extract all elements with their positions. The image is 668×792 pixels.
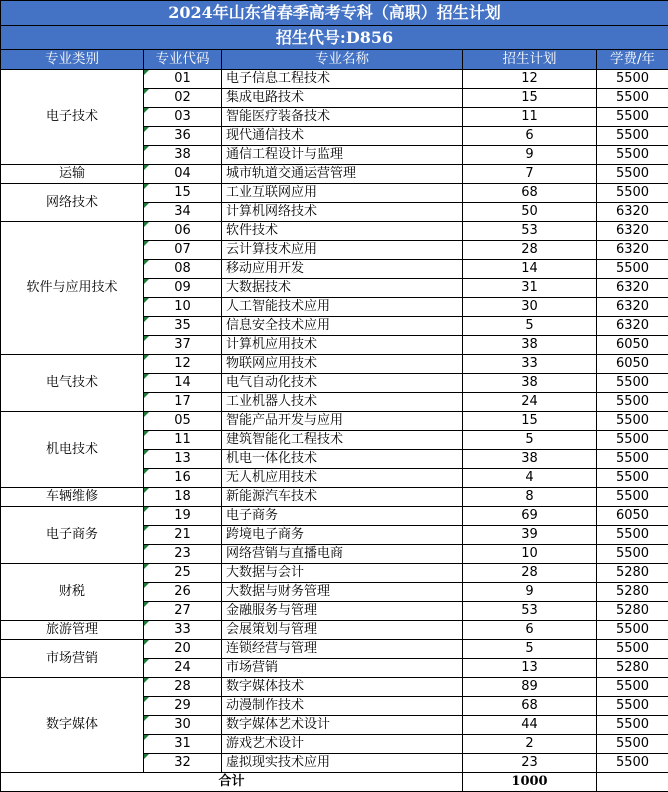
major-code-cell: 01: [144, 70, 222, 89]
major-name-cell: 现代通信技术: [222, 127, 463, 146]
table-row: [1, 412, 668, 431]
plan-count-cell: 7: [463, 165, 597, 184]
major-name-cell: 大数据技术: [222, 279, 463, 298]
tuition-fee-cell: 6320: [597, 298, 668, 317]
tuition-fee-cell: 5500: [597, 640, 668, 659]
major-code-cell: 06: [144, 222, 222, 241]
tuition-fee-cell: 5500: [597, 754, 668, 773]
major-name-cell: 跨境电子商务: [222, 526, 463, 545]
tuition-fee-cell: 5500: [597, 697, 668, 716]
major-name-cell: 物联网应用技术: [222, 355, 463, 374]
tuition-fee-cell: 5500: [597, 70, 668, 89]
major-name-cell: 通信工程设计与监理: [222, 146, 463, 165]
tuition-fee-cell: 5500: [597, 146, 668, 165]
category-cell: 车辆维修: [1, 488, 144, 507]
major-name-cell: 计算机网络技术: [222, 203, 463, 222]
plan-count-cell: 68: [463, 184, 597, 203]
major-code-cell: 27: [144, 602, 222, 621]
table-row: [1, 488, 668, 507]
total-row: [1, 773, 668, 792]
header-category: 专业类别: [1, 50, 144, 70]
tuition-fee-cell: 5500: [597, 526, 668, 545]
plan-count-cell: 8: [463, 488, 597, 507]
tuition-fee-cell: 5500: [597, 374, 668, 393]
tuition-fee-cell: 5500: [597, 678, 668, 697]
category-cell: 电子商务: [1, 507, 144, 564]
major-code-cell: 09: [144, 279, 222, 298]
tuition-fee-cell: 5500: [597, 260, 668, 279]
plan-count-cell: 15: [463, 412, 597, 431]
major-name-cell: 电气自动化技术: [222, 374, 463, 393]
major-code-cell: 10: [144, 298, 222, 317]
tuition-fee-cell: 6320: [597, 317, 668, 336]
tuition-fee-cell: 5500: [597, 450, 668, 469]
table-row: [1, 564, 668, 583]
major-code-cell: 18: [144, 488, 222, 507]
plan-count-cell: 23: [463, 754, 597, 773]
tuition-fee-cell: 5500: [597, 431, 668, 450]
plan-count-cell: 5: [463, 317, 597, 336]
major-name-cell: 城市轨道交通运营管理: [222, 165, 463, 184]
header-row: [1, 50, 668, 70]
major-name-cell: 大数据与财务管理: [222, 583, 463, 602]
header-plan: 招生计划: [463, 50, 597, 70]
plan-count-cell: 44: [463, 716, 597, 735]
table-row: [1, 355, 668, 374]
tuition-fee-cell: 6320: [597, 203, 668, 222]
plan-count-cell: 5: [463, 431, 597, 450]
major-code-cell: 17: [144, 393, 222, 412]
major-name-cell: 游戏艺术设计: [222, 735, 463, 754]
major-code-cell: 31: [144, 735, 222, 754]
header-fee: 学费/年: [597, 50, 668, 70]
plan-count-cell: 39: [463, 526, 597, 545]
major-name-cell: 人工智能技术应用: [222, 298, 463, 317]
tuition-fee-cell: 5280: [597, 564, 668, 583]
tuition-fee-cell: 5500: [597, 108, 668, 127]
major-code-cell: 03: [144, 108, 222, 127]
plan-count-cell: 38: [463, 374, 597, 393]
tuition-fee-cell: 5500: [597, 165, 668, 184]
major-name-cell: 电子商务: [222, 507, 463, 526]
major-name-cell: 云计算技术应用: [222, 241, 463, 260]
tuition-fee-cell: 5280: [597, 659, 668, 678]
plan-count-cell: 53: [463, 222, 597, 241]
plan-count-cell: 33: [463, 355, 597, 374]
plan-count-cell: 11: [463, 108, 597, 127]
header-name: 专业名称: [222, 50, 463, 70]
tuition-fee-cell: 5500: [597, 412, 668, 431]
plan-count-cell: 28: [463, 564, 597, 583]
major-code-cell: 02: [144, 89, 222, 108]
major-name-cell: 金融服务与管理: [222, 602, 463, 621]
major-name-cell: 会展策划与管理: [222, 621, 463, 640]
major-name-cell: 电子信息工程技术: [222, 70, 463, 89]
major-code-cell: 07: [144, 241, 222, 260]
major-code-cell: 15: [144, 184, 222, 203]
major-name-cell: 集成电路技术: [222, 89, 463, 108]
major-code-cell: 25: [144, 564, 222, 583]
tuition-fee-cell: 5280: [597, 602, 668, 621]
plan-count-cell: 30: [463, 298, 597, 317]
total-plan: 1000: [463, 773, 597, 792]
major-name-cell: 移动应用开发: [222, 260, 463, 279]
tuition-fee-cell: 6320: [597, 222, 668, 241]
table-row: [1, 621, 668, 640]
tuition-fee-cell: 5280: [597, 583, 668, 602]
major-code-cell: 21: [144, 526, 222, 545]
plan-count-cell: 38: [463, 336, 597, 355]
tuition-fee-cell: 5500: [597, 393, 668, 412]
major-code-cell: 08: [144, 260, 222, 279]
major-code-cell: 24: [144, 659, 222, 678]
plan-count-cell: 28: [463, 241, 597, 260]
table-row: [1, 678, 668, 697]
major-code-cell: 34: [144, 203, 222, 222]
major-code-cell: 19: [144, 507, 222, 526]
tuition-fee-cell: 6050: [597, 336, 668, 355]
plan-count-cell: 53: [463, 602, 597, 621]
tuition-fee-cell: 5500: [597, 716, 668, 735]
plan-count-cell: 24: [463, 393, 597, 412]
page-title: 2024年山东省春季高考专科（高职）招生计划: [1, 1, 668, 26]
plan-count-cell: 6: [463, 127, 597, 146]
tuition-fee-cell: 5500: [597, 127, 668, 146]
major-code-cell: 26: [144, 583, 222, 602]
table-row: [1, 184, 668, 203]
major-code-cell: 12: [144, 355, 222, 374]
tuition-fee-cell: 6050: [597, 507, 668, 526]
tuition-fee-cell: 5500: [597, 469, 668, 488]
major-name-cell: 工业机器人技术: [222, 393, 463, 412]
category-cell: 旅游管理: [1, 621, 144, 640]
category-cell: 软件与应用技术: [1, 222, 144, 355]
tuition-fee-cell: 5500: [597, 89, 668, 108]
major-code-cell: 16: [144, 469, 222, 488]
plan-count-cell: 9: [463, 583, 597, 602]
major-name-cell: 数字媒体技术: [222, 678, 463, 697]
plan-count-cell: 38: [463, 450, 597, 469]
tuition-fee-cell: 5500: [597, 621, 668, 640]
major-code-cell: 28: [144, 678, 222, 697]
table-row: [1, 507, 668, 526]
major-name-cell: 信息安全技术应用: [222, 317, 463, 336]
major-code-cell: 38: [144, 146, 222, 165]
major-code-cell: 11: [144, 431, 222, 450]
category-cell: 数字媒体: [1, 678, 144, 773]
tuition-fee-cell: 5500: [597, 184, 668, 203]
major-code-cell: 23: [144, 545, 222, 564]
tuition-fee-cell: 6320: [597, 241, 668, 260]
table-row: [1, 222, 668, 241]
major-name-cell: 建筑智能化工程技术: [222, 431, 463, 450]
major-name-cell: 大数据与会计: [222, 564, 463, 583]
plan-count-cell: 50: [463, 203, 597, 222]
category-cell: 机电技术: [1, 412, 144, 488]
plan-count-cell: 5: [463, 640, 597, 659]
major-code-cell: 20: [144, 640, 222, 659]
category-cell: 运输: [1, 165, 144, 184]
tuition-fee-cell: 6320: [597, 279, 668, 298]
major-name-cell: 虚拟现实技术应用: [222, 754, 463, 773]
plan-count-cell: 13: [463, 659, 597, 678]
major-name-cell: 无人机应用技术: [222, 469, 463, 488]
category-cell: 市场营销: [1, 640, 144, 678]
total-label: 合计: [1, 773, 463, 792]
plan-count-cell: 9: [463, 146, 597, 165]
header-code: 专业代码: [144, 50, 222, 70]
major-code-cell: 36: [144, 127, 222, 146]
major-name-cell: 机电一体化技术: [222, 450, 463, 469]
tuition-fee-cell: 5500: [597, 545, 668, 564]
major-name-cell: 工业互联网应用: [222, 184, 463, 203]
tuition-fee-cell: 6050: [597, 355, 668, 374]
tuition-fee-cell: 5500: [597, 735, 668, 754]
major-name-cell: 新能源汽车技术: [222, 488, 463, 507]
major-code-cell: 37: [144, 336, 222, 355]
plan-count-cell: 14: [463, 260, 597, 279]
plan-count-cell: 31: [463, 279, 597, 298]
plan-count-cell: 68: [463, 697, 597, 716]
major-name-cell: 智能医疗装备技术: [222, 108, 463, 127]
plan-count-cell: 6: [463, 621, 597, 640]
plan-count-cell: 15: [463, 89, 597, 108]
major-code-cell: 14: [144, 374, 222, 393]
table-row: [1, 165, 668, 184]
major-name-cell: 计算机应用技术: [222, 336, 463, 355]
plan-count-cell: 89: [463, 678, 597, 697]
major-code-cell: 04: [144, 165, 222, 184]
plan-count-cell: 69: [463, 507, 597, 526]
major-name-cell: 动漫制作技术: [222, 697, 463, 716]
major-code-cell: 13: [144, 450, 222, 469]
total-fee-empty: [597, 773, 668, 792]
major-name-cell: 连锁经营与管理: [222, 640, 463, 659]
plan-count-cell: 2: [463, 735, 597, 754]
major-code-cell: 30: [144, 716, 222, 735]
major-name-cell: 数字媒体艺术设计: [222, 716, 463, 735]
major-name-cell: 软件技术: [222, 222, 463, 241]
category-cell: 电气技术: [1, 355, 144, 412]
plan-count-cell: 4: [463, 469, 597, 488]
tuition-fee-cell: 5500: [597, 488, 668, 507]
category-cell: 电子技术: [1, 70, 144, 165]
major-code-cell: 05: [144, 412, 222, 431]
plan-count-cell: 10: [463, 545, 597, 564]
major-code-cell: 33: [144, 621, 222, 640]
category-cell: 财税: [1, 564, 144, 621]
major-code-cell: 35: [144, 317, 222, 336]
major-name-cell: 网络营销与直播电商: [222, 545, 463, 564]
major-code-cell: 29: [144, 697, 222, 716]
table-row: [1, 70, 668, 89]
major-name-cell: 智能产品开发与应用: [222, 412, 463, 431]
major-name-cell: 市场营销: [222, 659, 463, 678]
major-code-cell: 32: [144, 754, 222, 773]
table-row: [1, 640, 668, 659]
enrollment-code-subtitle: 招生代号:D856: [1, 26, 668, 50]
plan-count-cell: 12: [463, 70, 597, 89]
category-cell: 网络技术: [1, 184, 144, 222]
